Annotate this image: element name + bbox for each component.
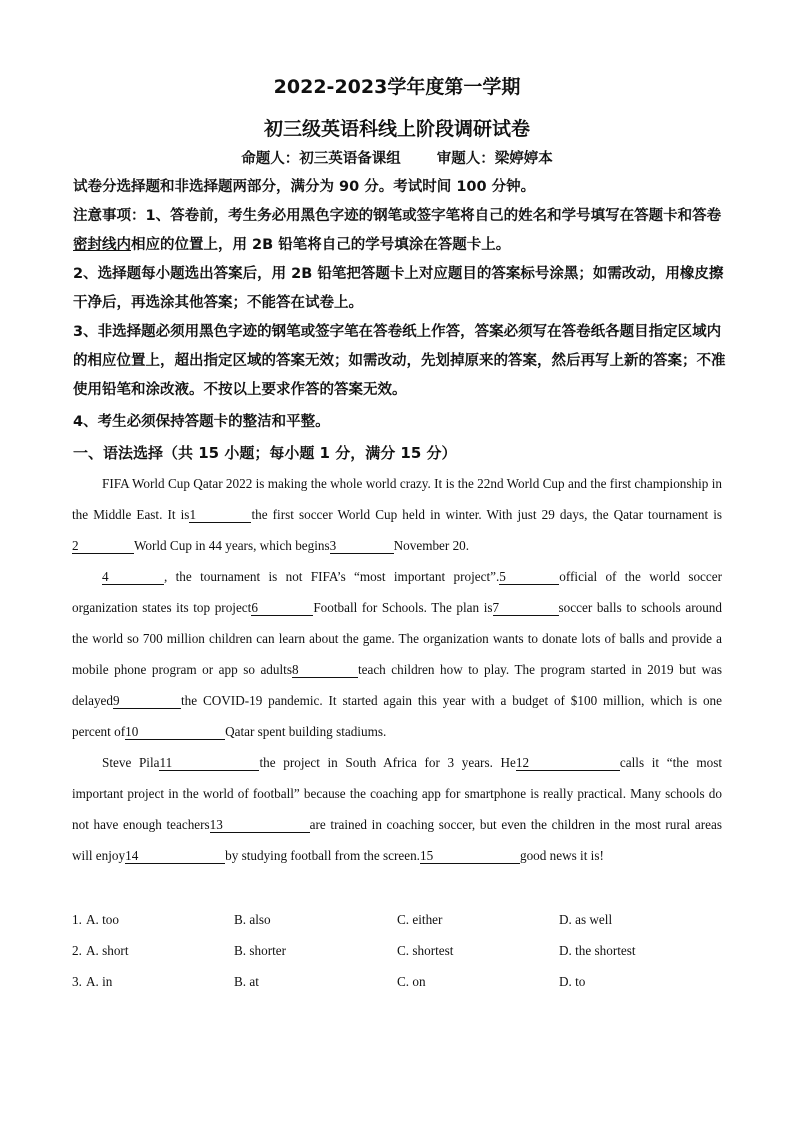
blank-15: 15 — [420, 849, 520, 864]
question-2 — [72, 943, 732, 963]
option-b[interactable]: B. shorter — [234, 943, 287, 958]
option-d[interactable]: D. to — [559, 974, 586, 989]
exam-intro: 试卷分选择题和非选择题两部分，满分为 90 分。考试时间 100 分钟。 — [73, 179, 536, 195]
exam-authors — [0, 147, 794, 168]
exam-title-year: 2022-2023学年度第一学期 — [273, 76, 521, 98]
option-c[interactable]: C. shortest — [397, 943, 454, 958]
blank-13: 13 — [210, 818, 310, 833]
option-a[interactable]: A. in — [86, 974, 113, 989]
blank-11: 11 — [159, 756, 259, 771]
blank-8: 8 — [292, 663, 358, 678]
passage-paragraph-3: Steve Pila11 the project in South Africa for 3 years. He12 calls it “the most important project in the world of football” because the coaching app for smartphone is really practical. Many schools do not have enough teachers13 are trained in coaching soccer, but even the children in the most rural areas will enjoy14 by studying football from the screen.15 good news it is! — [72, 755, 722, 863]
option-a[interactable]: A. short — [86, 943, 129, 958]
note-1-pre: 注意事项：1、答卷前，考生务必用黑色字迹的钢笔或签字笔将自己的姓名和学号填写在答题卡和答卷 — [73, 208, 722, 224]
note-4: 4、考生必须保持答题卡的整洁和平整。 — [73, 414, 330, 430]
blank-10: 10 — [125, 725, 225, 740]
option-d[interactable]: D. the shortest — [559, 943, 636, 958]
question-1 — [72, 912, 732, 932]
blank-2: 2 — [72, 539, 134, 554]
section-1-heading: 一、语法选择（共 15 小题；每小题 1 分，满分 15 分） — [73, 444, 457, 462]
blank-12: 12 — [516, 756, 620, 771]
blank-14: 14 — [125, 849, 225, 864]
passage-paragraph-2: 4 , the tournament is not FIFA’s “most important project”.5 official of the world soccer organization states its top project6 Football for Schools. The plan is7 soccer balls to schools around the world so 700 million children can learn about the game. The organization wants to donate lots of balls and provide a mobile phone program or app so adults8 teach children how to play. The program started in 2019 but was delayed9 the COVID-19 pandemic. It started again this year with a budget of $100 million, which is one percent of10 Qatar spent building stadiums. — [72, 569, 722, 739]
passage-paragraph-1: FIFA World Cup Qatar 2022 is making the whole world crazy. It is the 22nd World Cup and the first championship in the Middle East. It is1 the first soccer World Cup held in winter. With just 29 days, the Qatar tournament is2 World Cup in 44 years, which begins3 November 20. — [72, 476, 722, 553]
exam-title-subject: 初三级英语科线上阶段调研试卷 — [263, 118, 530, 140]
option-c[interactable]: C. either — [397, 912, 443, 927]
option-a[interactable]: A. too — [86, 912, 119, 927]
reviewer-label: 审题人：梁婷婷本 — [436, 151, 553, 167]
question-number: 1. — [72, 912, 82, 927]
note-3: 3、非选择题必须用黑色字迹的钢笔或签字笔在答卷纸上作答，答案必须写在答卷纸各题目指定区域内的相应位置上，超出指定区域的答案无效；如需改动，先划掉原来的答案，然后再写上新的答案；不准使用铅笔和涂改液。不按以上要求作答的答案无效。 — [73, 324, 726, 398]
option-b[interactable]: B. also — [234, 912, 271, 927]
blank-6: 6 — [251, 601, 313, 616]
option-b[interactable]: B. at — [234, 974, 259, 989]
blank-5: 5 — [499, 570, 559, 585]
note-2: 2、选择题每小题选出答案后，用 2B 铅笔把答题卡上对应题目的答案标号涂黑；如需改动，用橡皮擦干净后，再选涂其他答案；不能答在试卷上。 — [73, 266, 724, 311]
blank-3: 3 — [330, 539, 394, 554]
blank-7: 7 — [493, 601, 559, 616]
question-number: 2. — [72, 943, 82, 958]
note-1 — [73, 202, 733, 260]
blank-9: 9 — [113, 694, 181, 709]
option-d[interactable]: D. as well — [559, 912, 613, 927]
author-label: 命题人：初三英语备课组 — [241, 151, 401, 167]
blank-1: 1 — [189, 508, 251, 523]
question-3 — [72, 974, 732, 994]
option-c[interactable]: C. on — [397, 974, 426, 989]
cloze-passage — [72, 468, 722, 871]
note-1-post: 相应的位置上，用 2B 铅笔将自己的学号填涂在答题卡上。 — [131, 237, 511, 253]
note-1-underlined: 密封线内 — [73, 237, 131, 253]
blank-4: 4 — [102, 570, 164, 585]
question-number: 3. — [72, 974, 82, 989]
